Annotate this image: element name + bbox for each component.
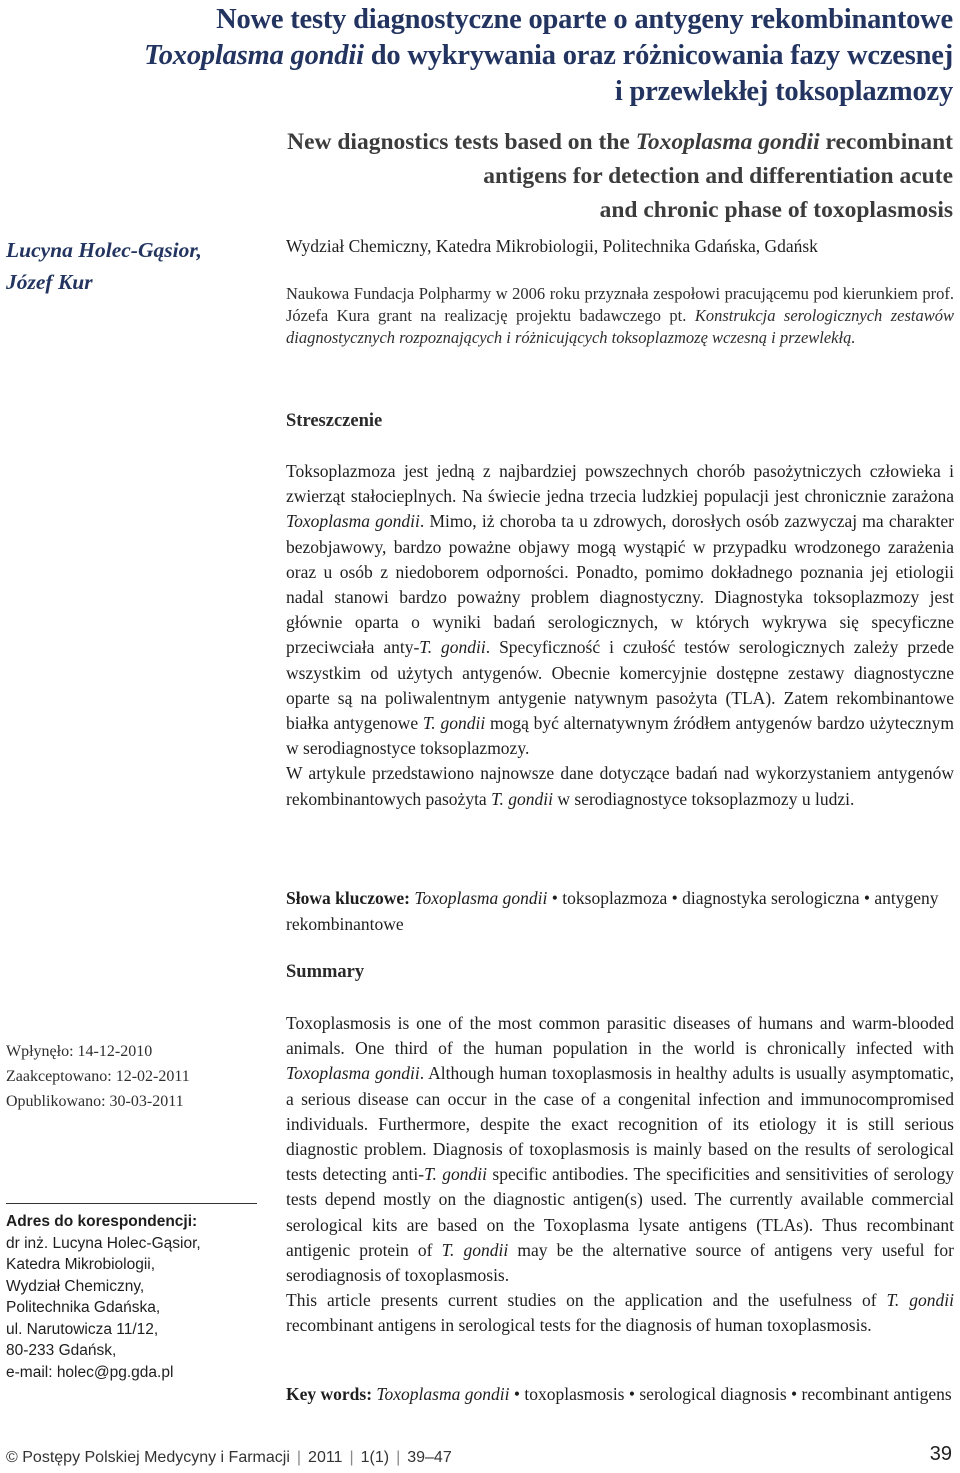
species-name: Toxoplasma gondii <box>286 511 420 532</box>
species-name: T. gondii <box>424 1164 487 1185</box>
journal-volume: 1(1) <box>360 1449 390 1466</box>
journal-name: Postępy Polskiej Medycyny i Farmacji <box>22 1449 290 1466</box>
article-dates <box>6 1039 256 1114</box>
correspondence-line: Politechnika Gdańska, <box>6 1299 161 1316</box>
text-run: . Mimo, iż choroba ta u zdrowych, dorosłych osób zazwyczaj ma charakter bezobjawowy, bardzo poważne objawy mogą wystąpić w przypadku wrodzonego zarażenia oraz u osób z niedoborem odporności. Ponadto, pomimo dokładnego poznania jej etiologii nadal stanowi bardzo poważny problem diagnostyczny. Diagnostyka toksoplazmozy jest głównie oparta o wyniki badań serologicznych, w których wykrywa się specyficzne przeciwciała anty- <box>286 511 954 658</box>
funding-text: Naukowa Fundacja Polpharmy w 2006 roku przyznała zespołowi pracującemu pod kierunkiem prof. Józefa Kura grant na realizację projektu badawczego pt. <box>286 284 954 325</box>
title-english-line1-pre: New diagnostics tests based on the <box>287 129 636 155</box>
keywords-label: Słowa kluczowe: <box>286 888 410 908</box>
copyright-icon: © <box>6 1449 18 1466</box>
streszczenie-paragraph-2 <box>286 761 954 811</box>
correspondence-line: ul. Narutowicza 11/12, <box>6 1320 159 1338</box>
title-polish-line2 <box>60 38 953 74</box>
text-run: This article presents current studies on the application and the usefulness of <box>286 1290 887 1311</box>
text-run: W artykule przedstawiono najnowsze dane dotyczące badań nad wykorzystaniem antygenów rekombinantowych pasożyta <box>286 763 954 809</box>
text-run: recombinant antigens in serological tests for the diagnosis of human toxoplasmosis. <box>286 1315 872 1336</box>
keywords-label: Key words: <box>286 1384 373 1404</box>
keywords-polish <box>286 886 954 937</box>
species-name: Toxoplasma gondii <box>409 888 548 908</box>
project-title: Konstrukcja serologicznych zestawów diagnostycznych rozpoznających i różnicujących toksoplazmozę wczesną i przewlekłą. <box>286 306 955 347</box>
text-run: w serodiagnostyce toksoplazmozy u ludzi. <box>553 788 855 809</box>
author-line2: Józef Kur <box>6 270 93 294</box>
summary-paragraph-1 <box>286 1011 954 1288</box>
correspondence-label: Adres do korespondencji: <box>6 1213 198 1230</box>
title-polish-line1: Nowe testy diagnostyczne oparte o antygeny rekombinantowe <box>216 4 953 35</box>
correspondence-line: 80-233 Gdańsk, <box>6 1342 117 1359</box>
keywords-english <box>286 1382 954 1408</box>
species-name: Toxoplasma gondii <box>286 1063 420 1084</box>
keywords-list: • toxoplasmosis • serological diagnosis • recombinant antigens <box>509 1384 952 1404</box>
page-number: 39 <box>929 1443 952 1465</box>
correspondence-line: dr inż. Lucyna Holec-Gąsior, <box>6 1234 201 1252</box>
correspondence-address <box>6 1211 256 1383</box>
species-name: Toxoplasma gondii <box>372 1384 510 1404</box>
journal-pages: 39–47 <box>407 1449 452 1466</box>
correspondence-line: Wydział Chemiczny, <box>6 1277 145 1295</box>
text-run: Toxoplasmosis is one of the most common parasitic diseases of humans and warm-blooded animals. One third of the human population in the world is chronically infected with <box>286 1013 954 1059</box>
footer-citation <box>6 1446 452 1470</box>
streszczenie-body <box>286 459 954 812</box>
species-name: T. gondii <box>886 1290 954 1311</box>
text-run: . Specyficzność i czułość testów serologicznych zależy przede wszystkim od użytych antygenów. Obecnie komercyjnie dostępne zestawy diagnostyczne oparte są na poliwalentnym antygenie natywnym pasożyta (TLA). Zatem rekombinantowe białka antygenowe <box>286 637 954 734</box>
summary-body <box>286 1011 954 1339</box>
title-english-line1 <box>130 125 953 159</box>
species-name: T. gondii <box>419 637 486 658</box>
species-name: Toxoplasma gondii <box>635 129 820 155</box>
date-received: Wpłynęło: 14-12-2010 <box>6 1043 153 1060</box>
species-name: T. gondii <box>491 788 553 809</box>
text-run: . Although human toxoplasmosis in healthy adults is usually asymptomatic, a serious disease can occur in the case of a congenital infection and immunocompromised individuals. Furthermore, despite the exact recognition of its etiology it is still serious diagnostic problem. Diagnosis of toxoplasmosis is mainly based on the results of serological tests detecting anti- <box>286 1063 954 1185</box>
divider <box>6 1203 257 1204</box>
title-english <box>130 125 953 227</box>
summary-paragraph-2 <box>286 1288 954 1338</box>
journal-year: 2011 <box>308 1449 343 1466</box>
title-english-line2: antigens for detection and differentiation acute <box>483 163 953 189</box>
date-accepted: Zaakceptowano: 12-02-2011 <box>6 1068 190 1085</box>
separator: | <box>349 1449 354 1466</box>
authors <box>6 234 256 298</box>
title-polish-line3: i przewlekłej toksoplazmozy <box>614 76 953 107</box>
correspondence-line: Katedra Mikrobiologii, <box>6 1256 156 1273</box>
species-name: Toxoplasma gondii <box>144 40 364 71</box>
species-name: T. gondii <box>422 713 486 734</box>
title-polish <box>60 2 953 110</box>
affiliation: Wydział Chemiczny, Katedra Mikrobiologii, Politechnika Gdańska, Gdańsk <box>286 236 818 256</box>
summary-heading: Summary <box>286 962 365 982</box>
author-line1: Lucyna Holec-Gąsior, <box>6 238 202 262</box>
streszczenie-paragraph-1 <box>286 459 954 761</box>
species-name: T. gondii <box>441 1239 509 1260</box>
separator: | <box>296 1449 302 1466</box>
text-run: mogą być alternatywnym źródłem antygenów bardzo użytecznym w serodiagnostyce toksoplazmozy. <box>286 713 955 759</box>
keywords-list: • toksoplazmoza • diagnostyka serologiczna • antygeny rekombinantowe <box>286 888 939 934</box>
separator: | <box>396 1449 401 1466</box>
streszczenie-heading: Streszczenie <box>286 411 383 431</box>
title-polish-line2-text: do wykrywania oraz różnicowania fazy wczesnej <box>363 40 953 71</box>
title-english-line1-post: recombinant <box>819 129 953 155</box>
text-run: Toksoplazmoza jest jedną z najbardziej powszechnych chorób pasożytniczych człowieka i zwierząt stałocieplnych. Na świecie jedna trzecia ludzkiej populacji jest chronicznie zarażona <box>286 461 954 507</box>
date-published: Opublikowano: 30-03-2011 <box>6 1093 184 1110</box>
funding-note <box>286 283 954 349</box>
text-run: specific antibodies. The specificities and sensitivities of serology tests depend mostly on the diagnostic antigen(s) used. The currently available commercial serological kits are based on the Toxoplasma lysate antigens (TLAs). Thus recombinant antigenic protein of <box>286 1164 954 1260</box>
correspondence-email[interactable]: e-mail: holec@pg.gda.pl <box>6 1363 174 1381</box>
title-english-line3: and chronic phase of toxoplasmosis <box>599 197 953 223</box>
text-run: may be the alternative source of antigens very useful for serodiagnosis of toxoplasmosis. <box>286 1239 954 1286</box>
